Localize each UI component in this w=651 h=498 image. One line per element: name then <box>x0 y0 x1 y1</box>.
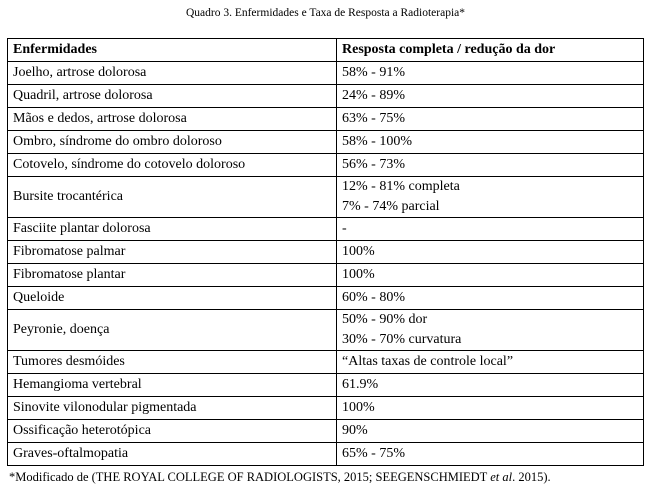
table-body <box>8 62 644 466</box>
response-value: 56% - 73% <box>342 157 405 172</box>
disease-cell: Fibromatose plantar <box>8 264 337 287</box>
footnote-italic: et al <box>490 470 513 484</box>
table-row <box>8 397 644 420</box>
response-cell <box>337 62 644 85</box>
disease-cell: Tumores desmóides <box>8 351 337 374</box>
disease-cell: Fibromatose palmar <box>8 241 337 264</box>
disease-cell: Sinovite vilonodular pigmentada <box>8 397 337 420</box>
response-cell <box>337 177 644 218</box>
response-value: 100% <box>342 267 375 282</box>
response-value: 12% - 81% completa <box>342 179 460 194</box>
disease-cell: Fasciite plantar dolorosa <box>8 218 337 241</box>
table-row <box>8 420 644 443</box>
table-row <box>8 154 644 177</box>
response-value: 60% - 80% <box>342 290 405 305</box>
response-value: 24% - 89% <box>342 88 405 103</box>
response-value: 7% - 74% parcial <box>342 199 440 214</box>
response-cell <box>337 397 644 420</box>
disease-cell: Joelho, artrose dolorosa <box>8 62 337 85</box>
response-cell <box>337 264 644 287</box>
response-cell <box>337 310 644 351</box>
response-cell <box>337 131 644 154</box>
table-header-row <box>8 39 644 62</box>
column-header-response: Resposta completa / redução da dor <box>337 39 644 62</box>
response-cell <box>337 351 644 374</box>
response-value: 63% - 75% <box>342 111 405 126</box>
footnote-text: *Modificado de (THE ROYAL COLLEGE OF RADIOLOGISTS, 2015; SEEGENSCHMIEDT <box>9 470 491 484</box>
response-value: 65% - 75% <box>342 446 405 461</box>
disease-cell: Graves-oftalmopatia <box>8 443 337 466</box>
footnote-end: . 2015). <box>512 470 551 484</box>
disease-cell: Bursite trocantérica <box>8 177 337 218</box>
table-row <box>8 264 644 287</box>
table-row <box>8 177 644 218</box>
table-row <box>8 310 644 351</box>
table-row <box>8 218 644 241</box>
table-row <box>8 351 644 374</box>
table-row <box>8 62 644 85</box>
table-caption: Quadro 3. Enfermidades e Taxa de Resposta a Radioterapia* <box>185 7 466 19</box>
response-cell <box>337 85 644 108</box>
footnote <box>9 470 551 485</box>
response-cell <box>337 374 644 397</box>
disease-cell: Peyronie, doença <box>8 310 337 351</box>
table-row <box>8 374 644 397</box>
table-row <box>8 241 644 264</box>
response-cell <box>337 218 644 241</box>
response-cell <box>337 287 644 310</box>
response-value: 30% - 70% curvatura <box>342 332 462 347</box>
table-row <box>8 108 644 131</box>
response-value: 50% - 90% dor <box>342 312 428 327</box>
response-cell <box>337 241 644 264</box>
table-row <box>8 443 644 466</box>
response-cell <box>337 420 644 443</box>
disease-response-table <box>7 38 644 466</box>
response-value: 100% <box>342 244 375 259</box>
response-cell <box>337 154 644 177</box>
table-row <box>8 131 644 154</box>
table-row <box>8 287 644 310</box>
response-value: - <box>342 221 347 236</box>
response-value: 58% - 100% <box>342 134 412 149</box>
disease-cell: Quadril, artrose dolorosa <box>8 85 337 108</box>
response-cell <box>337 443 644 466</box>
response-value: “Altas taxas de controle local” <box>342 354 514 369</box>
disease-cell: Hemangioma vertebral <box>8 374 337 397</box>
response-value: 58% - 91% <box>342 65 405 80</box>
disease-cell: Ossificação heterotópica <box>8 420 337 443</box>
disease-cell: Queloide <box>8 287 337 310</box>
response-value: 100% <box>342 400 375 415</box>
disease-cell: Ombro, síndrome do ombro doloroso <box>8 131 337 154</box>
column-header-disease: Enfermidades <box>8 39 337 62</box>
table-row <box>8 85 644 108</box>
response-value: 90% <box>342 423 368 438</box>
disease-cell: Mãos e dedos, artrose dolorosa <box>8 108 337 131</box>
response-value: 61.9% <box>342 377 379 392</box>
disease-cell: Cotovelo, síndrome do cotovelo doloroso <box>8 154 337 177</box>
response-cell <box>337 108 644 131</box>
